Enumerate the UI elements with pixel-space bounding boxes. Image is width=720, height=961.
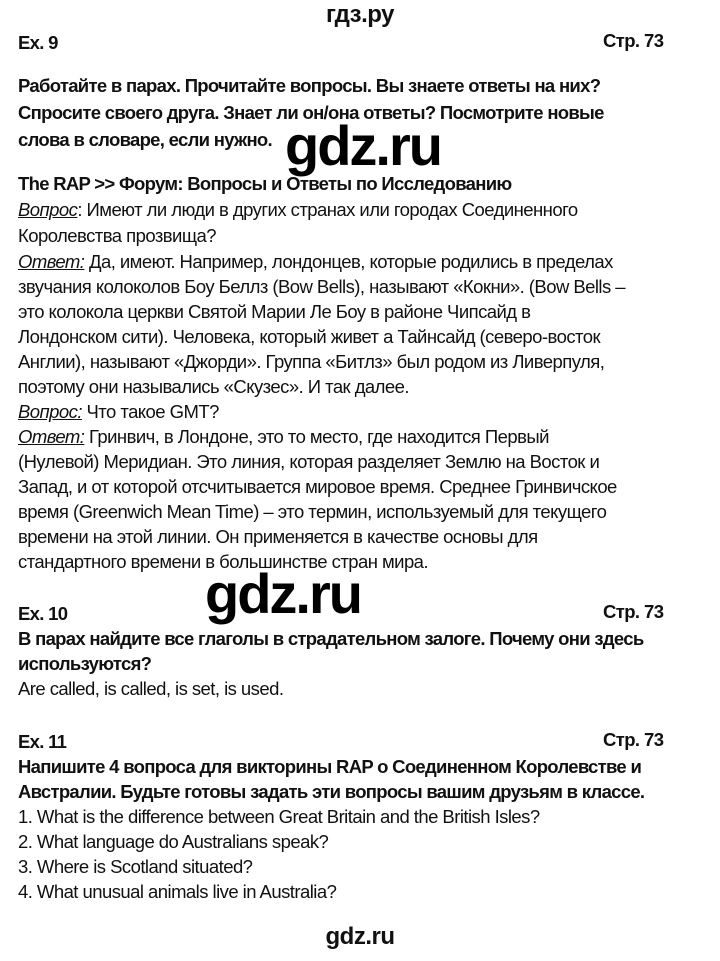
exercise-11-answer: 4. What unusual animals live in Australia? — [18, 881, 337, 902]
answer-2-line: Запад, и от которой отсчитывается мировое время. Среднее Гринвичское — [18, 476, 617, 497]
exercise-10-page: Стр. 73 — [603, 601, 664, 622]
exercise-10-answer: Are called, is called, is set, is used. — [18, 678, 284, 699]
exercise-11-answer: 2. What language do Australians speak? — [18, 831, 329, 852]
answer-1-line: Лондонском сити). Человека, который живет а Тайнсайд (северо-восток — [18, 326, 601, 347]
answer-1 — [18, 249, 613, 275]
forum-title: The RAP >> Форум: Вопросы и Ответы по Исследованию — [18, 173, 512, 194]
answer-text: Гринвич, в Лондоне, это то место, где находится Первый — [84, 426, 549, 447]
answer-label: Ответ: — [18, 426, 85, 447]
site-footer: gdz.ru — [325, 923, 395, 950]
watermark: gdz.ru — [285, 114, 441, 177]
exercise-9-task-line: слова в словаре, если нужно. — [18, 129, 272, 150]
exercise-11-task-line: Австралии. Будьте готовы задать эти вопросы вашим друзьям в классе. — [18, 781, 645, 802]
answer-1-line: это колокола церкви Святой Марии Ле Боу в районе Чипсайд в — [18, 301, 531, 322]
answer-1-line: Англии), называют «Джорди». Группа «Битлз» был родом из Ливерпуля, — [18, 351, 605, 372]
question-text: Что такое GMT? — [81, 401, 219, 422]
exercise-10-task-line: используются? — [18, 653, 152, 674]
answer-1-line: поэтому они назывались «Скузес». И так далее. — [18, 376, 409, 397]
question-text: : Имеют ли люди в других странах или городах Соединенного — [77, 199, 578, 220]
exercise-9-number: Ex. 9 — [18, 32, 58, 53]
answer-text: Да, имеют. Например, лондонцев, которые родились в пределах — [84, 251, 613, 272]
question-1 — [18, 197, 578, 223]
question-label: Вопрос — [18, 199, 78, 220]
answer-label: Ответ: — [18, 251, 85, 272]
exercise-9-page: Стр. 73 — [603, 30, 664, 51]
watermark: gdz.ru — [205, 562, 361, 625]
answer-2-line: времени на этой линии. Он применяется в качестве основы для — [18, 526, 538, 547]
question-2 — [18, 399, 219, 425]
answer-1-line: звучания колоколов Боу Беллз (Bow Bells), называют «Кокни». (Bow Bells – — [18, 276, 626, 297]
question-1-cont: Королевства прозвища? — [18, 225, 216, 246]
exercise-11-page: Стр. 73 — [603, 729, 664, 750]
answer-2-line: время (Greenwich Mean Time) – это термин, используемый для текущего — [18, 501, 607, 522]
answer-2 — [18, 424, 549, 450]
exercise-10-task-line: В парах найдите все глаголы в страдательном залоге. Почему они здесь — [18, 628, 644, 649]
exercise-9-task-line: Работайте в парах. Прочитайте вопросы. Вы знаете ответы на них? — [18, 75, 601, 96]
answer-2-line: стандартного времени в большинстве стран мира. — [18, 551, 429, 572]
exercise-11-answer: 3. Where is Scotland situated? — [18, 856, 253, 877]
answer-2-line: (Нулевой) Меридиан. Это линия, которая разделяет Землю на Восток и — [18, 451, 600, 472]
exercise-9-task-line: Спросите своего друга. Знает ли он/она ответы? Посмотрите новые — [18, 102, 604, 123]
exercise-10-number: Ex. 10 — [18, 603, 68, 624]
site-header: гдз.ру — [326, 1, 394, 28]
exercise-11-number: Ex. 11 — [18, 731, 67, 752]
exercise-11-task-line: Напишите 4 вопроса для викторины RAP о Соединенном Королевстве и — [18, 756, 642, 777]
exercise-11-answer: 1. What is the difference between Great Britain and the British Isles? — [18, 806, 540, 827]
question-label: Вопрос: — [18, 401, 82, 422]
